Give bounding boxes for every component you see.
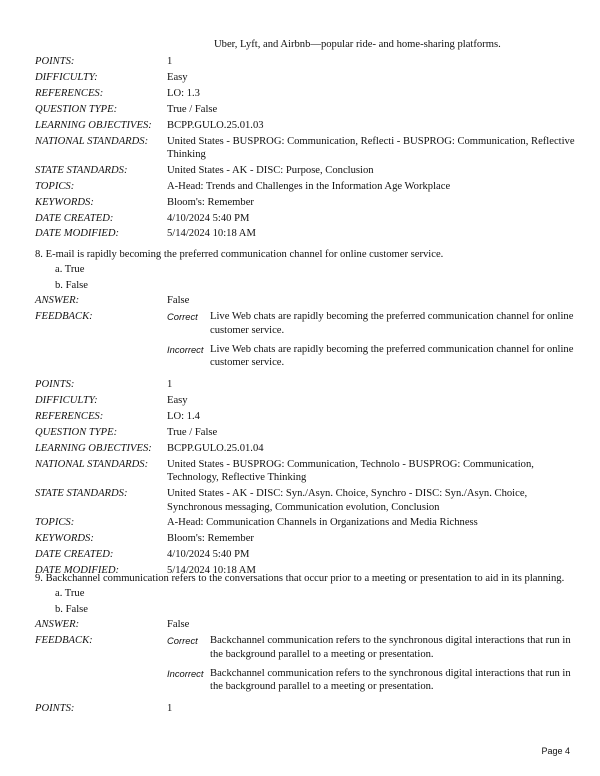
references-label: REFERENCES: (35, 87, 104, 99)
q7-metadata (35, 55, 575, 243)
feedback-label: FEEDBACK: (35, 311, 93, 323)
references-label: REFERENCES: (35, 411, 104, 423)
difficulty-label: DIFFICULTY: (35, 71, 98, 83)
points-value: 1 (167, 56, 173, 67)
date-created-row (35, 548, 575, 561)
choice-a: a. True (55, 588, 85, 600)
date-modified-row (35, 227, 575, 240)
answer-value: False (167, 619, 190, 631)
feedback-block (167, 310, 575, 376)
points-row (35, 702, 575, 715)
question-9 (35, 572, 575, 718)
topics-row (35, 516, 575, 529)
feedback-correct (167, 634, 575, 661)
learning-objectives-label: LEARNING OBJECTIVES: (35, 119, 152, 131)
points-label: POINTS: (35, 379, 75, 391)
topics-label: TOPICS: (35, 180, 75, 192)
points-label: POINTS: (35, 703, 75, 715)
question-type-label: QUESTION TYPE: (35, 426, 118, 438)
feedback-label: FEEDBACK: (35, 635, 93, 647)
feedback-correct-tag: Correct (167, 635, 198, 647)
question-type-row (35, 426, 575, 439)
feedback-incorrect (167, 343, 575, 370)
difficulty-value: Easy (167, 395, 188, 407)
date-created-label: DATE CREATED: (35, 212, 114, 224)
choice-b: b. False (55, 603, 88, 615)
feedback-row (35, 634, 575, 700)
national-standards-value: United States - BUSPROG: Communication, Reflecti - BUSPROG: Communication, Reflective Thinking (167, 135, 575, 160)
points-row (35, 378, 575, 391)
date-created-value: 4/10/2024 5:40 PM (167, 212, 250, 224)
difficulty-row (35, 394, 575, 407)
question-type-row (35, 103, 575, 116)
keywords-row (35, 532, 575, 545)
answer-label: ANSWER: (35, 295, 80, 307)
state-standards-label: STATE STANDARDS: (35, 488, 128, 500)
page-number: Page 4 (541, 745, 570, 756)
learning-objectives-label: LEARNING OBJECTIVES: (35, 442, 152, 454)
choice-b: b. False (55, 279, 88, 291)
continuation-text: Uber, Lyft, and Airbnb—popular ride- and home-sharing platforms. (214, 39, 501, 50)
national-standards-row (35, 135, 575, 162)
question-type-label: QUESTION TYPE: (35, 103, 118, 115)
question-8 (35, 248, 575, 580)
date-created-value: 4/10/2024 5:40 PM (167, 549, 250, 561)
keywords-value: Bloom's: Remember (167, 196, 254, 208)
keywords-label: KEYWORDS: (35, 533, 94, 545)
difficulty-label: DIFFICULTY: (35, 395, 98, 407)
points-row (35, 55, 575, 68)
national-standards-value: United States - BUSPROG: Communication, Technolo - BUSPROG: Communication, Technology, Reflective Thinking (167, 458, 534, 484)
feedback-correct (167, 310, 575, 337)
state-standards-value: United States - AK - DISC: Syn./Asyn. Choice, Synchro - DISC: Syn./Asyn. Choice, Synchronous messaging, Communication evolution, Conclusion (167, 488, 528, 513)
answer-value: False (167, 295, 190, 307)
national-standards-label: NATIONAL STANDARDS: (35, 458, 149, 470)
points-value: 1 (167, 703, 173, 715)
choice-a: a. True (55, 264, 85, 276)
state-standards-label: STATE STANDARDS: (35, 164, 128, 176)
question-text: 8. E-mail is rapidly becoming the preferred communication channel for online customer service. (35, 249, 444, 260)
feedback-incorrect-tag: Incorrect (167, 667, 204, 679)
topics-row (35, 180, 575, 193)
keywords-label: KEYWORDS: (35, 196, 94, 208)
learning-objectives-row (35, 119, 575, 132)
difficulty-row (35, 71, 575, 84)
feedback-incorrect (167, 667, 575, 694)
national-standards-label: NATIONAL STANDARDS: (35, 135, 149, 147)
state-standards-row (35, 164, 575, 177)
learning-objectives-value: BCPP.GULO.25.01.03 (167, 119, 264, 131)
topics-label: TOPICS: (35, 517, 75, 529)
answer-row (35, 618, 575, 631)
references-row (35, 410, 575, 423)
date-created-label: DATE CREATED: (35, 549, 114, 561)
date-created-row (35, 212, 575, 225)
points-label: POINTS: (35, 56, 75, 67)
date-modified-value: 5/14/2024 10:18 AM (167, 228, 256, 240)
points-value: 1 (167, 379, 173, 391)
difficulty-value: Easy (167, 71, 188, 83)
national-standards-row (35, 458, 575, 485)
feedback-correct-tag: Correct (167, 311, 198, 323)
feedback-block (167, 634, 575, 700)
state-standards-value: United States - AK - DISC: Purpose, Conclusion (167, 164, 374, 176)
question-type-value: True / False (167, 426, 218, 438)
topics-value: A-Head: Trends and Challenges in the Information Age Workplace (167, 180, 451, 192)
keywords-row (35, 196, 575, 209)
date-modified-label: DATE MODIFIED: (35, 228, 120, 240)
feedback-correct-text: Live Web chats are rapidly becoming the preferred communication channel for online customer service. (210, 311, 574, 336)
answer-label: ANSWER: (35, 619, 80, 631)
topics-value: A-Head: Communication Channels in Organizations and Media Richness (167, 517, 478, 529)
references-value: LO: 1.4 (167, 411, 200, 423)
feedback-row (35, 310, 575, 376)
feedback-incorrect-text: Backchannel communication refers to the synchronous digital interactions that run in the background parallel to a meeting or presentation. (210, 667, 571, 693)
question-type-value: True / False (167, 103, 218, 115)
question-text: 9. Backchannel communication refers to the conversations that occur prior to a meeting or presentation to aid in its planning. (35, 573, 565, 584)
date-modified-value: 5/14/2024 10:18 AM (167, 565, 256, 577)
date-modified-label: DATE MODIFIED: (35, 565, 120, 577)
answer-row (35, 294, 575, 307)
feedback-incorrect-text: Live Web chats are rapidly becoming the preferred communication channel for online customer service. (210, 343, 574, 369)
references-value: LO: 1.3 (167, 87, 200, 99)
feedback-correct-text: Backchannel communication refers to the synchronous digital interactions that run in the background parallel to a meeting or presentation. (210, 635, 571, 660)
state-standards-row (35, 487, 575, 514)
references-row (35, 87, 575, 100)
keywords-value: Bloom's: Remember (167, 533, 254, 545)
learning-objectives-value: BCPP.GULO.25.01.04 (167, 442, 264, 454)
learning-objectives-row (35, 442, 575, 455)
feedback-incorrect-tag: Incorrect (167, 343, 204, 355)
